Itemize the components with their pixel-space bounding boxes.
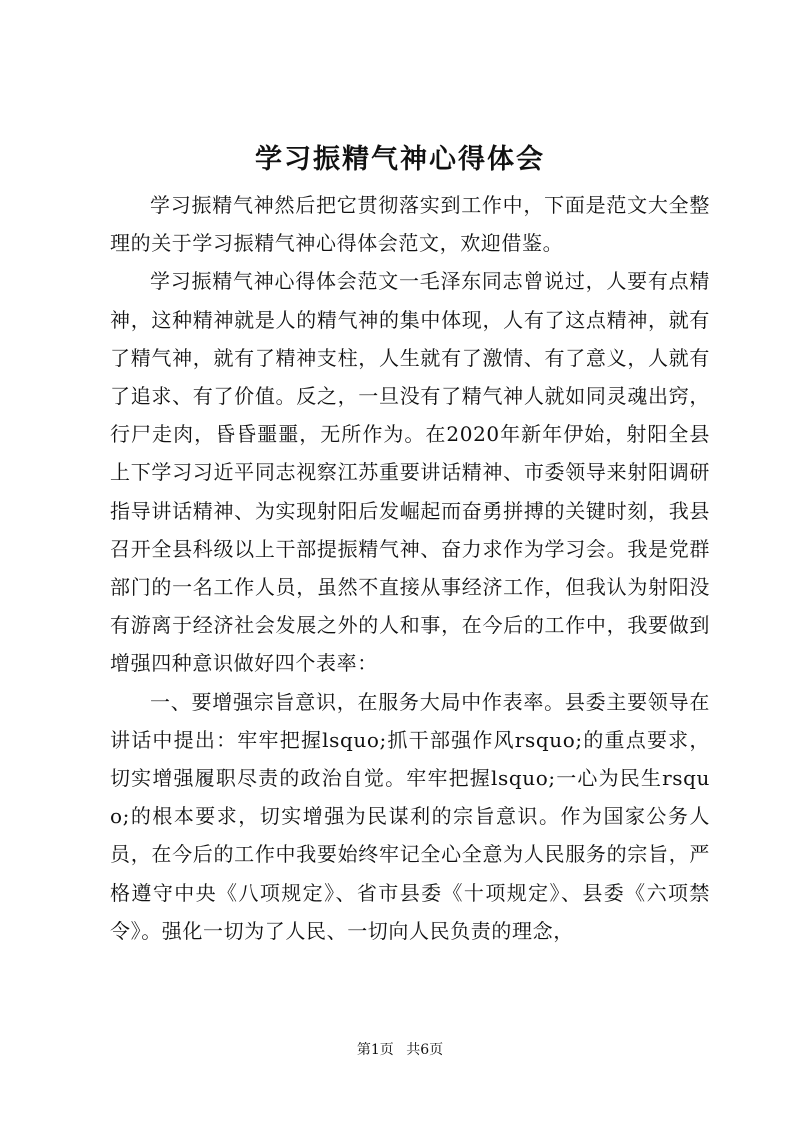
document-title: 学习振精气神心得体会	[255, 144, 545, 175]
document-body	[110, 186, 710, 950]
page-number-current: 第1页	[356, 1042, 394, 1058]
paragraph-essay-one: 学习振精气神心得体会范文一毛泽东同志曾说过，人要有点精神，这种精神就是人的精气神的集中体现，人有了这点精神，就有了精气神，就有了精神支柱，人生就有了激情、有了意义，人就有了追求、有了价值。反之，一旦没有了精气神人就如同灵魂出窍，行尸走肉，昏昏噩噩，无所作为。在2020年新年伊始，射阳全县上下学习习近平同志视察江苏重要讲话精神、市委领导来射阳调研指导讲话精神、为实现射阳后发崛起而奋勇拼搏的关键时刻，我县召开全县科级以上干部提振精气神、奋力求作为学习会。我是党群部门的一名工作人员，虽然不直接从事经济工作，但我认为射阳没有游离于经济社会发展之外的人和事，在今后的工作中，我要做到增强四种意识做好四个表率：	[110, 269, 710, 676]
paragraph-intro: 学习振精气神然后把它贯彻落实到工作中，下面是范文大全整理的关于学习振精气神心得体会范文，欢迎借鉴。	[110, 193, 710, 256]
page-number-total: 共6页	[406, 1042, 444, 1058]
paragraph-point-one: 一、要增强宗旨意识，在服务大局中作表率。县委主要领导在讲话中提出：牢牢把握lsquo;抓干部强作风rsquo;的重点要求，切实增强履职尽责的政治自觉。牢牢把握lsquo;一心为民生rsquo;的根本要求，切实增强为民谋利的宗旨意识。作为国家公务人员，在今后的工作中我要始终牢记全心全意为人民服务的宗旨，严格遵守中央《八项规定》、省市县委《十项规定》、县委《六项禁令》。强化一切为了人民、一切向人民负责的理念，	[110, 689, 710, 943]
page-footer	[0, 1040, 800, 1060]
